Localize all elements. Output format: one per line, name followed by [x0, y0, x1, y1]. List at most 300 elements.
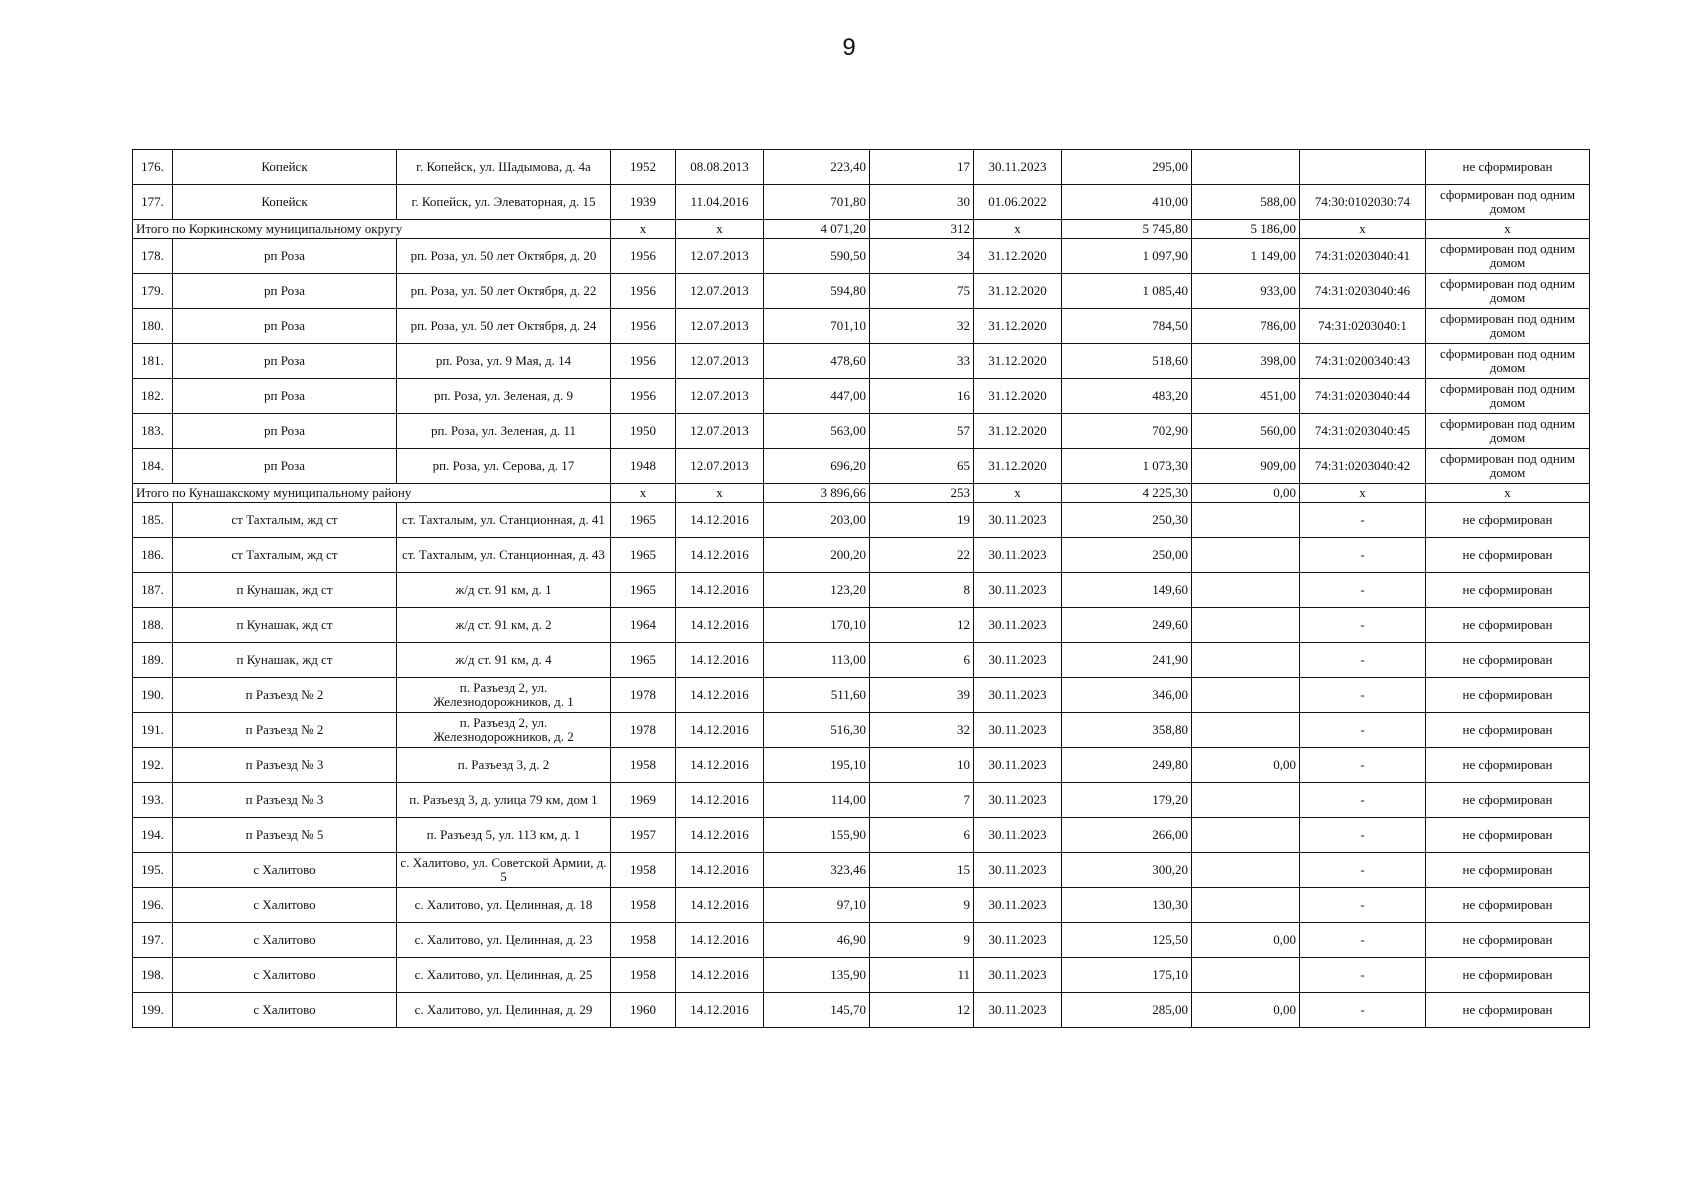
- cell-row-number: 176.: [133, 150, 173, 185]
- table-row: [133, 888, 1590, 923]
- cell-locality: рп Роза: [173, 274, 397, 309]
- cell-locality: Копейск: [173, 185, 397, 220]
- cell-residents: 30: [870, 185, 974, 220]
- cell-land-area: 249,80: [1062, 748, 1192, 783]
- table-row: [133, 853, 1590, 888]
- cell-living-area: 170,10: [764, 608, 870, 643]
- cell-plot-area: [1192, 608, 1300, 643]
- cell-land-area: 5 745,80: [1062, 220, 1192, 239]
- cell-cadastral-number: -: [1300, 608, 1426, 643]
- cell-cadastral-number: -: [1300, 748, 1426, 783]
- cell-plot-status: не сформирован: [1426, 573, 1590, 608]
- cell-plot-area: [1192, 783, 1300, 818]
- cell-plot-area: 588,00: [1192, 185, 1300, 220]
- cell-relocation-deadline: 30.11.2023: [974, 853, 1062, 888]
- cell-emergency-date: 14.12.2016: [676, 678, 764, 713]
- cell-plot-status: не сформирован: [1426, 150, 1590, 185]
- page-number: 9: [842, 34, 856, 61]
- cell-emergency-date: 14.12.2016: [676, 818, 764, 853]
- cell-plot-area: [1192, 713, 1300, 748]
- cell-locality: рп Роза: [173, 309, 397, 344]
- cell-address: с. Халитово, ул. Целинная, д. 18: [397, 888, 611, 923]
- cell-address: рп. Роза, ул. 50 лет Октября, д. 20: [397, 239, 611, 274]
- cell-emergency-date: 12.07.2013: [676, 239, 764, 274]
- cell-address: с. Халитово, ул. Целинная, д. 29: [397, 993, 611, 1028]
- cell-address: рп. Роза, ул. Зеленая, д. 11: [397, 414, 611, 449]
- cell-relocation-deadline: 31.12.2020: [974, 414, 1062, 449]
- cell-plot-area: [1192, 958, 1300, 993]
- cell-plot-area: [1192, 573, 1300, 608]
- cell-plot-area: 933,00: [1192, 274, 1300, 309]
- cell-emergency-date: х: [676, 220, 764, 239]
- cell-plot-area: 786,00: [1192, 309, 1300, 344]
- cell-locality: п Разъезд № 2: [173, 713, 397, 748]
- cell-cadastral-number: 74:31:0203040:41: [1300, 239, 1426, 274]
- cell-row-number: 183.: [133, 414, 173, 449]
- cell-land-area: 249,60: [1062, 608, 1192, 643]
- cell-plot-area: 0,00: [1192, 993, 1300, 1028]
- cell-residents: 7: [870, 783, 974, 818]
- cell-locality: п Разъезд № 5: [173, 818, 397, 853]
- cell-plot-status: не сформирован: [1426, 538, 1590, 573]
- cell-cadastral-number: -: [1300, 923, 1426, 958]
- cell-relocation-deadline: 30.11.2023: [974, 923, 1062, 958]
- cell-cadastral-number: -: [1300, 573, 1426, 608]
- cell-living-area: 203,00: [764, 503, 870, 538]
- cell-row-number: 184.: [133, 449, 173, 484]
- table-row: [133, 678, 1590, 713]
- cell-emergency-date: 12.07.2013: [676, 344, 764, 379]
- cell-locality: ст Тахталым, жд ст: [173, 538, 397, 573]
- cell-land-area: 295,00: [1062, 150, 1192, 185]
- table-row: [133, 748, 1590, 783]
- cell-cadastral-number: -: [1300, 643, 1426, 678]
- table-row: [133, 993, 1590, 1028]
- cell-address: ж/д ст. 91 км, д. 4: [397, 643, 611, 678]
- cell-plot-status: не сформирован: [1426, 643, 1590, 678]
- cell-living-area: 114,00: [764, 783, 870, 818]
- cell-build-year: 1965: [611, 573, 676, 608]
- cell-relocation-deadline: 30.11.2023: [974, 503, 1062, 538]
- cell-cadastral-number: -: [1300, 678, 1426, 713]
- cell-plot-status: сформирован под одним домом: [1426, 239, 1590, 274]
- cell-cadastral-number: 74:31:0203040:45: [1300, 414, 1426, 449]
- cell-residents: 17: [870, 150, 974, 185]
- cell-living-area: 323,46: [764, 853, 870, 888]
- cell-plot-status: х: [1426, 220, 1590, 239]
- cell-cadastral-number: 74:31:0203040:44: [1300, 379, 1426, 414]
- cell-row-number: 181.: [133, 344, 173, 379]
- cell-plot-area: [1192, 888, 1300, 923]
- cell-plot-area: 5 186,00: [1192, 220, 1300, 239]
- cell-living-area: 4 071,20: [764, 220, 870, 239]
- table-row: [133, 414, 1590, 449]
- cell-living-area: 594,80: [764, 274, 870, 309]
- cell-build-year: 1978: [611, 678, 676, 713]
- cell-locality: с Халитово: [173, 853, 397, 888]
- cell-address: ст. Тахталым, ул. Станционная, д. 43: [397, 538, 611, 573]
- cell-build-year: 1958: [611, 888, 676, 923]
- cell-build-year: 1952: [611, 150, 676, 185]
- cell-plot-status: сформирован под одним домом: [1426, 344, 1590, 379]
- cell-residents: 22: [870, 538, 974, 573]
- cell-plot-status: не сформирован: [1426, 958, 1590, 993]
- table-row: [133, 783, 1590, 818]
- cell-emergency-date: х: [676, 484, 764, 503]
- cell-cadastral-number: 74:31:0200340:43: [1300, 344, 1426, 379]
- cell-living-area: 113,00: [764, 643, 870, 678]
- cell-address: п. Разъезд 3, д. улица 79 км, дом 1: [397, 783, 611, 818]
- cell-land-area: 358,80: [1062, 713, 1192, 748]
- cell-living-area: 200,20: [764, 538, 870, 573]
- cell-emergency-date: 14.12.2016: [676, 783, 764, 818]
- cell-address: ж/д ст. 91 км, д. 1: [397, 573, 611, 608]
- cell-address: рп. Роза, ул. 50 лет Октября, д. 24: [397, 309, 611, 344]
- cell-land-area: 346,00: [1062, 678, 1192, 713]
- cell-locality: рп Роза: [173, 449, 397, 484]
- cell-plot-area: 0,00: [1192, 484, 1300, 503]
- cell-locality: рп Роза: [173, 414, 397, 449]
- cell-locality: п Разъезд № 3: [173, 783, 397, 818]
- table-row: [133, 608, 1590, 643]
- cell-residents: 6: [870, 818, 974, 853]
- cell-relocation-deadline: 30.11.2023: [974, 818, 1062, 853]
- table-row: [133, 538, 1590, 573]
- cell-residents: 75: [870, 274, 974, 309]
- cell-plot-area: [1192, 853, 1300, 888]
- cell-land-area: 1 073,30: [1062, 449, 1192, 484]
- cell-residents: 32: [870, 309, 974, 344]
- cell-land-area: 4 225,30: [1062, 484, 1192, 503]
- cell-row-number: 179.: [133, 274, 173, 309]
- cell-residents: 34: [870, 239, 974, 274]
- cell-plot-area: 1 149,00: [1192, 239, 1300, 274]
- cell-cadastral-number: -: [1300, 538, 1426, 573]
- cell-plot-status: не сформирован: [1426, 608, 1590, 643]
- cell-relocation-deadline: х: [974, 484, 1062, 503]
- cell-living-area: 447,00: [764, 379, 870, 414]
- table-row: [133, 344, 1590, 379]
- cell-plot-status: не сформирован: [1426, 678, 1590, 713]
- cell-plot-area: 451,00: [1192, 379, 1300, 414]
- cell-land-area: 784,50: [1062, 309, 1192, 344]
- cell-land-area: 130,30: [1062, 888, 1192, 923]
- cell-plot-area: 909,00: [1192, 449, 1300, 484]
- cell-plot-area: [1192, 678, 1300, 713]
- cell-residents: 10: [870, 748, 974, 783]
- cell-plot-status: сформирован под одним домом: [1426, 309, 1590, 344]
- cell-emergency-date: 12.07.2013: [676, 274, 764, 309]
- cell-plot-status: сформирован под одним домом: [1426, 449, 1590, 484]
- cell-land-area: 241,90: [1062, 643, 1192, 678]
- table-row: [133, 150, 1590, 185]
- table-row: [133, 379, 1590, 414]
- cell-build-year: 1956: [611, 309, 676, 344]
- cell-build-year: 1969: [611, 783, 676, 818]
- cell-relocation-deadline: 30.11.2023: [974, 538, 1062, 573]
- cell-plot-area: [1192, 643, 1300, 678]
- cell-cadastral-number: -: [1300, 503, 1426, 538]
- table-row: [133, 818, 1590, 853]
- cell-living-area: 3 896,66: [764, 484, 870, 503]
- cell-cadastral-number: -: [1300, 993, 1426, 1028]
- cell-plot-area: 398,00: [1192, 344, 1300, 379]
- cell-relocation-deadline: 30.11.2023: [974, 993, 1062, 1028]
- cell-row-number: 190.: [133, 678, 173, 713]
- cell-row-number: 194.: [133, 818, 173, 853]
- cell-row-number: 188.: [133, 608, 173, 643]
- cell-address: с. Халитово, ул. Советской Армии, д. 5: [397, 853, 611, 888]
- cell-build-year: 1964: [611, 608, 676, 643]
- cell-row-number: 198.: [133, 958, 173, 993]
- table-row: [133, 643, 1590, 678]
- cell-emergency-date: 14.12.2016: [676, 888, 764, 923]
- cell-plot-status: не сформирован: [1426, 818, 1590, 853]
- cell-relocation-deadline: 30.11.2023: [974, 713, 1062, 748]
- cell-land-area: 250,00: [1062, 538, 1192, 573]
- table-row: [133, 573, 1590, 608]
- cell-plot-status: не сформирован: [1426, 713, 1590, 748]
- cell-living-area: 155,90: [764, 818, 870, 853]
- cell-address: п. Разъезд 3, д. 2: [397, 748, 611, 783]
- cell-row-number: 192.: [133, 748, 173, 783]
- cell-locality: п Кунашак, жд ст: [173, 573, 397, 608]
- cell-emergency-date: 12.07.2013: [676, 414, 764, 449]
- cell-relocation-deadline: 31.12.2020: [974, 379, 1062, 414]
- cell-land-area: 179,20: [1062, 783, 1192, 818]
- cell-address: с. Халитово, ул. Целинная, д. 25: [397, 958, 611, 993]
- cell-build-year: 1958: [611, 853, 676, 888]
- cell-address: ст. Тахталым, ул. Станционная, д. 41: [397, 503, 611, 538]
- cell-emergency-date: 12.07.2013: [676, 449, 764, 484]
- cell-plot-status: не сформирован: [1426, 993, 1590, 1028]
- cell-cadastral-number: [1300, 150, 1426, 185]
- cell-row-number: 193.: [133, 783, 173, 818]
- cell-emergency-date: 14.12.2016: [676, 643, 764, 678]
- cell-living-area: 478,60: [764, 344, 870, 379]
- cell-living-area: 195,10: [764, 748, 870, 783]
- cell-emergency-date: 14.12.2016: [676, 573, 764, 608]
- cell-build-year: 1958: [611, 923, 676, 958]
- cell-emergency-date: 14.12.2016: [676, 958, 764, 993]
- cell-build-year: 1958: [611, 748, 676, 783]
- cell-relocation-deadline: 31.12.2020: [974, 344, 1062, 379]
- cell-build-year: 1939: [611, 185, 676, 220]
- subtotal-label: Итого по Кунашакскому муниципальному району: [133, 484, 611, 503]
- table-row: [133, 449, 1590, 484]
- cell-residents: 65: [870, 449, 974, 484]
- table-row: [133, 958, 1590, 993]
- cell-build-year: 1958: [611, 958, 676, 993]
- cell-address: п. Разъезд 2, ул. Железнодорожников, д. 2: [397, 713, 611, 748]
- cell-plot-area: 560,00: [1192, 414, 1300, 449]
- cell-address: г. Копейск, ул. Элеваторная, д. 15: [397, 185, 611, 220]
- table-row: [133, 309, 1590, 344]
- cell-cadastral-number: -: [1300, 713, 1426, 748]
- cell-emergency-date: 14.12.2016: [676, 503, 764, 538]
- cell-build-year: 1956: [611, 274, 676, 309]
- cell-residents: 57: [870, 414, 974, 449]
- cell-emergency-date: 14.12.2016: [676, 713, 764, 748]
- table-body: [133, 150, 1590, 1028]
- cell-living-area: 516,30: [764, 713, 870, 748]
- cell-relocation-deadline: 30.11.2023: [974, 958, 1062, 993]
- cell-residents: 19: [870, 503, 974, 538]
- cell-address: п. Разъезд 2, ул. Железнодорожников, д. 1: [397, 678, 611, 713]
- cell-plot-status: не сформирован: [1426, 923, 1590, 958]
- cell-land-area: 518,60: [1062, 344, 1192, 379]
- cell-emergency-date: 12.07.2013: [676, 379, 764, 414]
- cell-living-area: 97,10: [764, 888, 870, 923]
- table-row: [133, 185, 1590, 220]
- subtotal-row: [133, 220, 1590, 239]
- cell-plot-status: не сформирован: [1426, 888, 1590, 923]
- cell-cadastral-number: х: [1300, 484, 1426, 503]
- cell-plot-status: х: [1426, 484, 1590, 503]
- cell-land-area: 702,90: [1062, 414, 1192, 449]
- subtotal-row: [133, 484, 1590, 503]
- cell-emergency-date: 14.12.2016: [676, 853, 764, 888]
- cell-locality: Копейск: [173, 150, 397, 185]
- cell-address: рп. Роза, ул. Зеленая, д. 9: [397, 379, 611, 414]
- cell-residents: 12: [870, 608, 974, 643]
- cell-emergency-date: 14.12.2016: [676, 993, 764, 1028]
- table-row: [133, 503, 1590, 538]
- cell-build-year: 1965: [611, 643, 676, 678]
- cell-relocation-deadline: 30.11.2023: [974, 573, 1062, 608]
- cell-living-area: 511,60: [764, 678, 870, 713]
- cell-land-area: 250,30: [1062, 503, 1192, 538]
- cell-land-area: 300,20: [1062, 853, 1192, 888]
- cell-emergency-date: 14.12.2016: [676, 748, 764, 783]
- cell-locality: п Разъезд № 3: [173, 748, 397, 783]
- cell-build-year: 1956: [611, 344, 676, 379]
- cell-relocation-deadline: 31.12.2020: [974, 274, 1062, 309]
- cell-relocation-deadline: 31.12.2020: [974, 449, 1062, 484]
- cell-emergency-date: 12.07.2013: [676, 309, 764, 344]
- cell-living-area: 701,80: [764, 185, 870, 220]
- cell-relocation-deadline: 31.12.2020: [974, 239, 1062, 274]
- cell-cadastral-number: -: [1300, 958, 1426, 993]
- cell-plot-status: сформирован под одним домом: [1426, 274, 1590, 309]
- cell-row-number: 185.: [133, 503, 173, 538]
- cell-living-area: 135,90: [764, 958, 870, 993]
- cell-plot-area: 0,00: [1192, 748, 1300, 783]
- cell-address: ж/д ст. 91 км, д. 2: [397, 608, 611, 643]
- cell-cadastral-number: 74:31:0203040:42: [1300, 449, 1426, 484]
- cell-row-number: 186.: [133, 538, 173, 573]
- cell-land-area: 410,00: [1062, 185, 1192, 220]
- cell-plot-status: не сформирован: [1426, 503, 1590, 538]
- cell-residents: 9: [870, 923, 974, 958]
- cell-land-area: 483,20: [1062, 379, 1192, 414]
- cell-relocation-deadline: 30.11.2023: [974, 150, 1062, 185]
- cell-build-year: 1978: [611, 713, 676, 748]
- cell-build-year: 1956: [611, 239, 676, 274]
- cell-plot-area: [1192, 150, 1300, 185]
- cell-row-number: 180.: [133, 309, 173, 344]
- cell-locality: ст Тахталым, жд ст: [173, 503, 397, 538]
- cell-locality: с Халитово: [173, 923, 397, 958]
- cell-relocation-deadline: 30.11.2023: [974, 888, 1062, 923]
- cell-build-year: х: [611, 220, 676, 239]
- cell-plot-area: [1192, 538, 1300, 573]
- cell-emergency-date: 08.08.2013: [676, 150, 764, 185]
- cell-land-area: 149,60: [1062, 573, 1192, 608]
- cell-build-year: 1960: [611, 993, 676, 1028]
- cell-living-area: 701,10: [764, 309, 870, 344]
- cell-land-area: 125,50: [1062, 923, 1192, 958]
- cell-row-number: 197.: [133, 923, 173, 958]
- cell-residents: 312: [870, 220, 974, 239]
- housing-registry-table: [132, 149, 1590, 1028]
- cell-locality: п Кунашак, жд ст: [173, 608, 397, 643]
- cell-row-number: 189.: [133, 643, 173, 678]
- cell-build-year: 1965: [611, 538, 676, 573]
- cell-address: г. Копейск, ул. Шадымова, д. 4а: [397, 150, 611, 185]
- cell-row-number: 195.: [133, 853, 173, 888]
- cell-cadastral-number: -: [1300, 783, 1426, 818]
- cell-plot-status: не сформирован: [1426, 853, 1590, 888]
- cell-relocation-deadline: х: [974, 220, 1062, 239]
- cell-plot-status: сформирован под одним домом: [1426, 185, 1590, 220]
- cell-living-area: 145,70: [764, 993, 870, 1028]
- cell-address: рп. Роза, ул. Серова, д. 17: [397, 449, 611, 484]
- cell-residents: 39: [870, 678, 974, 713]
- cell-plot-status: сформирован под одним домом: [1426, 379, 1590, 414]
- cell-cadastral-number: -: [1300, 853, 1426, 888]
- cell-relocation-deadline: 30.11.2023: [974, 748, 1062, 783]
- cell-build-year: 1965: [611, 503, 676, 538]
- cell-residents: 32: [870, 713, 974, 748]
- cell-locality: рп Роза: [173, 379, 397, 414]
- cell-address: с. Халитово, ул. Целинная, д. 23: [397, 923, 611, 958]
- cell-build-year: 1956: [611, 379, 676, 414]
- cell-land-area: 285,00: [1062, 993, 1192, 1028]
- cell-row-number: 182.: [133, 379, 173, 414]
- cell-locality: рп Роза: [173, 239, 397, 274]
- cell-row-number: 191.: [133, 713, 173, 748]
- cell-address: рп. Роза, ул. 9 Мая, д. 14: [397, 344, 611, 379]
- cell-plot-area: [1192, 818, 1300, 853]
- cell-address: рп. Роза, ул. 50 лет Октября, д. 22: [397, 274, 611, 309]
- cell-plot-status: сформирован под одним домом: [1426, 414, 1590, 449]
- cell-cadastral-number: 74:31:0203040:46: [1300, 274, 1426, 309]
- cell-locality: п Кунашак, жд ст: [173, 643, 397, 678]
- cell-relocation-deadline: 30.11.2023: [974, 783, 1062, 818]
- cell-residents: 16: [870, 379, 974, 414]
- cell-residents: 12: [870, 993, 974, 1028]
- cell-relocation-deadline: 30.11.2023: [974, 643, 1062, 678]
- cell-locality: с Халитово: [173, 993, 397, 1028]
- cell-residents: 253: [870, 484, 974, 503]
- table-row: [133, 239, 1590, 274]
- cell-locality: рп Роза: [173, 344, 397, 379]
- cell-locality: с Халитово: [173, 958, 397, 993]
- cell-emergency-date: 14.12.2016: [676, 608, 764, 643]
- cell-living-area: 563,00: [764, 414, 870, 449]
- cell-residents: 9: [870, 888, 974, 923]
- cell-emergency-date: 11.04.2016: [676, 185, 764, 220]
- cell-land-area: 1 085,40: [1062, 274, 1192, 309]
- cell-build-year: 1948: [611, 449, 676, 484]
- cell-plot-area: [1192, 503, 1300, 538]
- cell-address: п. Разъезд 5, ул. 113 км, д. 1: [397, 818, 611, 853]
- cell-living-area: 696,20: [764, 449, 870, 484]
- cell-living-area: 223,40: [764, 150, 870, 185]
- table-row: [133, 923, 1590, 958]
- cell-cadastral-number: 74:31:0203040:1: [1300, 309, 1426, 344]
